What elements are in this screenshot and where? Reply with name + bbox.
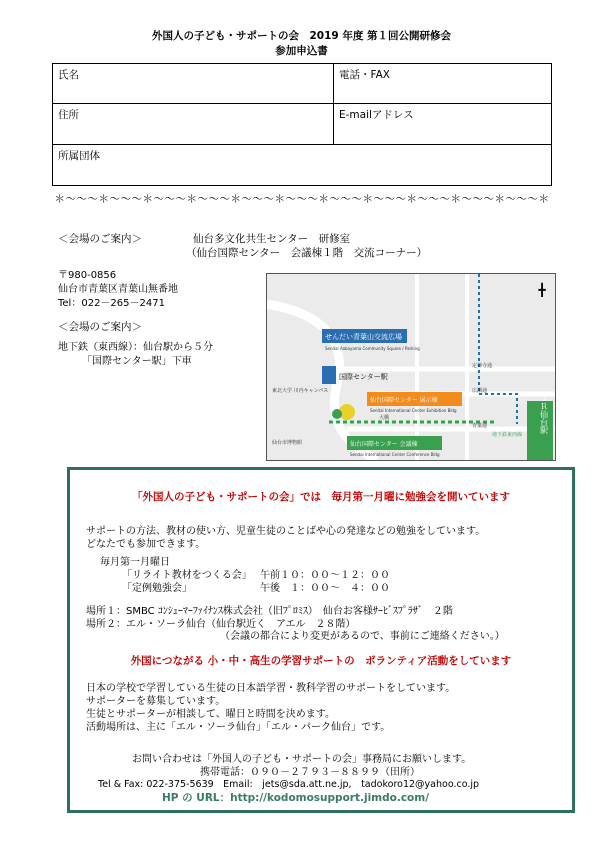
- para1-line2: どなたでも参加できます。: [86, 539, 206, 550]
- contact-mobile: 携帯電話：０９０－２７９３－８８９９（田所）: [200, 767, 420, 778]
- headline-volunteer: 外国につながる 小・中・高生の学習サポートの ボランティア活動をしています: [130, 655, 512, 667]
- para2-line1: 日本の学校で学習している生徒の日本語学習・教科学習のサポートをしています。: [86, 683, 456, 694]
- schedule-item1-name: 「リライト教材をつくる会」: [122, 570, 252, 581]
- schedule-item2-time: 午後 １：００～ ４：００: [260, 583, 390, 594]
- email-label: E-mailアドレス: [339, 109, 414, 121]
- venue-name: 仙台多文化共生センター 研修室: [193, 233, 351, 245]
- document-subtitle: 参加申込書: [275, 45, 328, 57]
- access-line-1: 地下鉄（東西線）：仙台駅から５分: [58, 342, 213, 353]
- separator-line: ＊～～～＊～～～＊～～～＊～～～＊～～～＊～～～＊～～～＊～～～＊～～～＊～～～＊～～～＊: [54, 193, 550, 205]
- access-line-2: 「国際センター駅」下車: [82, 356, 192, 367]
- document-title: 外国人の子ども・サポートの会 2019 年度 第１回公開研修会: [151, 30, 452, 42]
- map-label-exhibition: 仙台国際センター 展示棟: [370, 397, 438, 404]
- address-field[interactable]: [53, 104, 334, 145]
- schedule-heading: 毎月第一月曜日: [100, 557, 170, 568]
- map-label-plaza-en: Sendai Aobayama Community Square / Parking: [325, 346, 420, 351]
- venue-name-sub: （仙台国際センター 会議棟１階 交流コーナー）: [186, 247, 428, 259]
- map-label-museum: 仙台市博物館: [272, 440, 303, 446]
- access-heading: ＜会場のご案内＞: [58, 321, 142, 333]
- map-label-conference-en: Sendai International Center Conference Bldg: [350, 452, 440, 457]
- registration-form: [52, 63, 552, 186]
- map-label-plaza: せんだい青葉山交流広場: [325, 333, 402, 341]
- info-box: [67, 467, 575, 813]
- map-label-aoba: 青葉通: [472, 423, 488, 429]
- headline-study-group: 「外国人の子ども・サポートの会」では 毎月第一月曜に勉強会を開いています: [132, 491, 510, 503]
- map-label-exhibition-en: Sendai International Center Exhibition Bldg: [370, 408, 457, 413]
- phone-field[interactable]: [334, 64, 552, 104]
- organization-label: 所属団体: [58, 150, 100, 162]
- map-label-univ: 東北大学 川内キャンパス: [272, 388, 329, 394]
- venue-address: 仙台市青葉区青葉山無番地: [58, 284, 178, 295]
- name-field[interactable]: [53, 64, 334, 104]
- name-label: 氏名: [58, 69, 79, 81]
- contact-line1: お問い合わせは「外国人の子ども・サポートの会」事務局にお願いします。: [132, 754, 472, 765]
- email-field[interactable]: [334, 104, 552, 145]
- map-label-conference: 仙台国際センター 会議棟: [350, 441, 418, 448]
- map-label-hirose: 広瀬通: [472, 388, 488, 394]
- contact-telfax: Tel & Fax: 022-375-5639 Email: jets@sda.att.ne.jp, tadokoro12@yahoo.co.jp: [98, 779, 480, 790]
- north-arrow-icon: ╋: [538, 283, 546, 297]
- phone-label: 電話・FAX: [339, 69, 390, 81]
- venue-map: [266, 273, 556, 461]
- schedule-item1-time: 午前１０：００～１２：００: [260, 570, 390, 581]
- organization-field[interactable]: [53, 145, 552, 186]
- para2-line2: サポーターを募集しています。: [86, 696, 226, 707]
- venue-tel: Tel：022－265－2471: [58, 298, 165, 309]
- map-label-jr: ＪＲ仙台駅: [539, 394, 549, 434]
- hp-label: HP の URL：: [162, 792, 231, 804]
- map-label-station: 国際センター駅: [339, 373, 388, 381]
- schedule-item2-name: 「定例勉強会」: [122, 583, 192, 594]
- map-drawing: [267, 274, 555, 460]
- para2-line4: 活動場所は、主に「エル・ソーラ仙台」「エル・パーク仙台」です。: [86, 722, 391, 733]
- station-marker: [322, 366, 336, 384]
- para1-line1: サポートの方法、教材の使い方、児童生徒のことばや心の発達などの勉強をしています。: [86, 526, 486, 537]
- map-label-jozenji: 定禅寺通: [472, 363, 493, 369]
- venue-heading: ＜会場のご案内＞: [58, 233, 142, 245]
- map-label-bridge: 大橋: [379, 415, 390, 421]
- place-2: 場所２：エル・ソーラ仙台（仙台駅近く アエル ２８階）: [86, 619, 356, 630]
- place-note: （会議の都合により変更があるので、事前にご連絡ください。）: [220, 631, 505, 642]
- venue-postal: 〒980-0856: [58, 270, 117, 281]
- para2-line3: 生徒とサポーターが相談して、曜日と時間を決めます。: [86, 709, 335, 720]
- place-1: 場所１：SMBC ｺﾝｼｭｰﾏｰﾌｧｲﾅﾝｽ株式会社（旧ﾌﾟﾛﾐｽ） 仙台お客様ｻｰﾋﾞｽﾌﾟﾗｻﾞ ２階: [86, 606, 453, 617]
- map-label-subway: 地下鉄東西線: [492, 432, 523, 438]
- address-label: 住所: [58, 109, 79, 121]
- hp-url-link[interactable]: http://kodomosupport.jimdo.com/: [230, 792, 430, 804]
